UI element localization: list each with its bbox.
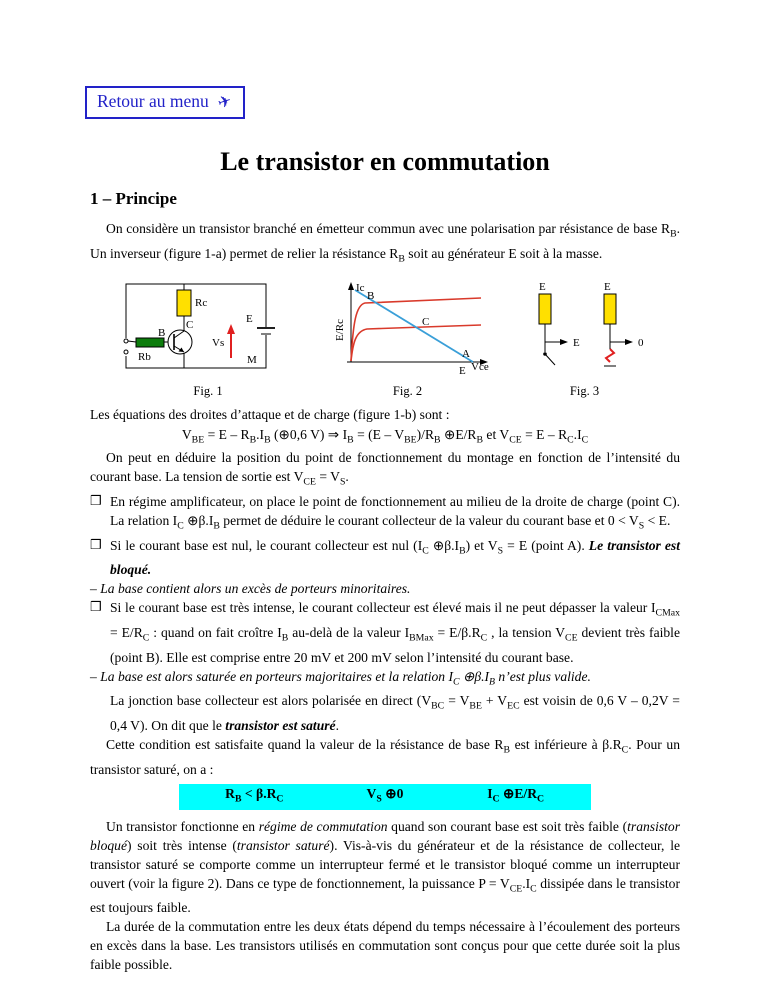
bullet-blocked-mode — [90, 536, 680, 580]
fig1-label-rb: Rb — [137, 351, 151, 364]
fig1-label-m: M — [246, 354, 257, 367]
resistor-rb — [136, 338, 164, 347]
open-switch-blade — [545, 354, 555, 365]
resistor-left — [539, 294, 551, 324]
fig2-label-b: B — [366, 290, 374, 303]
bullet-saturated-text: Si le courant base est très intense, le courant collecteur est élevé mais il ne peut dépasser la valeur $I_{CMax} = E/R_C$ : quand on fait croître $I_B$ au-delà de la valeur $I_{BMax} = E/\beta.R_C$ , la tension $V_{CE}$ devient très faible (point B). Elle est comprise entre 20 mV et 200 mV selon l’intensité du courant base. — [110, 600, 680, 665]
input-terminal — [124, 339, 128, 343]
figure-3 — [515, 278, 655, 399]
paragraph-intro: On considère un transistor branché en émetteur commun avec une polarisation par résistance de base $R_B$. Un inverseur (figure 1-a) permet de relier la résistance $R_B$ soit au générateur E soit à la masse. — [90, 221, 680, 265]
figure-2-graph — [323, 278, 493, 378]
paragraph-condition: Cette condition est satisfaite quand la valeur de la résistance de base $R_B$ est inférieure à $\beta.R_C$. Pour un transistor saturé, on a : — [90, 737, 680, 777]
back-link-label: Retour au menu — [97, 91, 209, 111]
bullet-blocked-text: Si le courant base est nul, le courant collecteur est nul ($I_C$ $\oplus\beta.I_B$) et $V_S = E$ (point A). Le transistor est bloqué. — [110, 537, 680, 578]
fig2-label-erc: E/Rc — [333, 319, 346, 342]
section-heading: 1 – Principe — [90, 189, 177, 208]
output-arrow-right — [625, 339, 633, 345]
fig3-label-out-e: E — [572, 337, 580, 350]
figure-2-caption: Fig. 2 — [392, 384, 423, 399]
figure-2 — [323, 278, 493, 399]
output-arrow-left — [560, 339, 568, 345]
square-bullet-icon: ❒ — [90, 492, 102, 508]
fig2-label-a: A — [461, 348, 470, 361]
y-axis-arrow — [348, 282, 354, 290]
fig1-label-rc: Rc — [194, 297, 207, 310]
bullet-saturated-mode — [90, 598, 680, 666]
bullet-amplifier-mode — [90, 492, 680, 536]
square-bullet-icon: ❒ — [90, 536, 102, 552]
square-bullet-icon: ❒ — [90, 599, 102, 615]
figure-1-circuit — [116, 278, 301, 378]
closed-switch-red — [606, 349, 614, 362]
condition-ic: $I_C$ $\oplus E/R_C$ — [487, 785, 545, 805]
back-to-menu-link[interactable] — [85, 86, 245, 119]
page-title: Le transistor en commutation — [220, 147, 550, 176]
fig3-label-e-left: E — [538, 281, 546, 294]
fig3-label-out-0: 0 — [637, 337, 643, 350]
fig2-label-c: C — [421, 316, 429, 329]
fig1-label-e: E — [245, 313, 253, 326]
saturation-conditions-highlight — [179, 784, 591, 810]
plane-icon: ✈ — [215, 92, 234, 113]
figures-row — [90, 278, 680, 399]
circuit-wire — [128, 341, 136, 342]
bullet-amplifier-text: En régime amplificateur, on place le point de fonctionnement au milieu de la droite de charge (point C). La relation $I_C$ $\oplus\beta.I_B$ permet de déduire le courant collecteur de la valeur du courant base et $0 < V_S < E$. — [110, 493, 680, 532]
paragraph-operating-point: On peut en déduire la position du point de fonctionnement du montage en fonction de l’intensité du courant base. La tension de sortie est $V_{CE} = V_S$. — [90, 450, 680, 488]
vs-arrowhead — [227, 324, 235, 334]
figure-1-caption: Fig. 1 — [193, 384, 223, 399]
fig2-label-ic: Ic — [355, 282, 365, 295]
equation-line: $V_{BE} = E - R_B.I_B$ (⊕0,6 V) ⇒ $I_B = (E - V_{BE})/R_B$ $\oplus E/R_B$ et $V_{CE} = E - R_C.I_C$ — [181, 427, 589, 447]
fig1-label-c: C — [185, 319, 193, 332]
paragraph-commutation: Un transistor fonctionne en régime de commutation quand son courant base est soit très faible (transistor bloqué) soit très intense (transistor saturé). Vis-à-vis du générateur et de la résistance de collecteur, le transistor saturé se comporte comme un interrupteur fermé et le transistor bloqué comme un interrupteur ouvert (voir la figure 2). Dans ce type de fonctionnement, la puissance $P = V_{CE}.I_C$ dissipée dans le transistor est toujours faible. — [90, 818, 681, 916]
condition-vs: $V_S$ ⊕0 — [366, 785, 404, 805]
fig1-label-b: B — [157, 327, 165, 340]
condition-rb: $R_B < \beta.R_C$ — [225, 785, 284, 805]
figure-1 — [116, 278, 301, 399]
fig1-label-vs: Vs — [211, 337, 224, 350]
paragraph-duration: La durée de la commutation entre les deux états dépend du temps nécessaire à l’écoulement des porteurs en excès dans la base. Les transistors utilisés en commutation sont conçus pour que cette durée soit la plus faible possible. — [90, 919, 680, 973]
note-minority-carriers: – La base contient alors un excès de porteurs minoritaires. — [90, 581, 411, 597]
figure-3-circuit — [515, 278, 655, 378]
fig2-label-e: E — [458, 365, 466, 378]
resistor-right — [604, 294, 616, 324]
paragraph-equations-intro: Les équations des droites d’attaque et de charge (figure 1-b) sont : — [90, 407, 450, 423]
figure-3-caption: Fig. 3 — [569, 384, 600, 399]
paragraph-junction: La jonction base collecteur est alors polarisée en direct ($V_{BC} = V_{BE} + V_{EC}$ est voisin de 0,6 V – 0,2V = 0,4 V). On dit que le transistor est saturé. — [110, 693, 680, 734]
resistor-rc — [177, 290, 191, 316]
note-majority-carriers: – La base est alors saturée en porteurs majoritaires et la relation $I_C$ $\oplus\beta.I_B$ n’est plus valide. — [90, 668, 591, 688]
circuit-wire — [126, 284, 266, 338]
fig3-label-e-right: E — [603, 281, 611, 294]
input-terminal — [124, 350, 128, 354]
fig2-label-vce: Vce — [470, 361, 489, 374]
